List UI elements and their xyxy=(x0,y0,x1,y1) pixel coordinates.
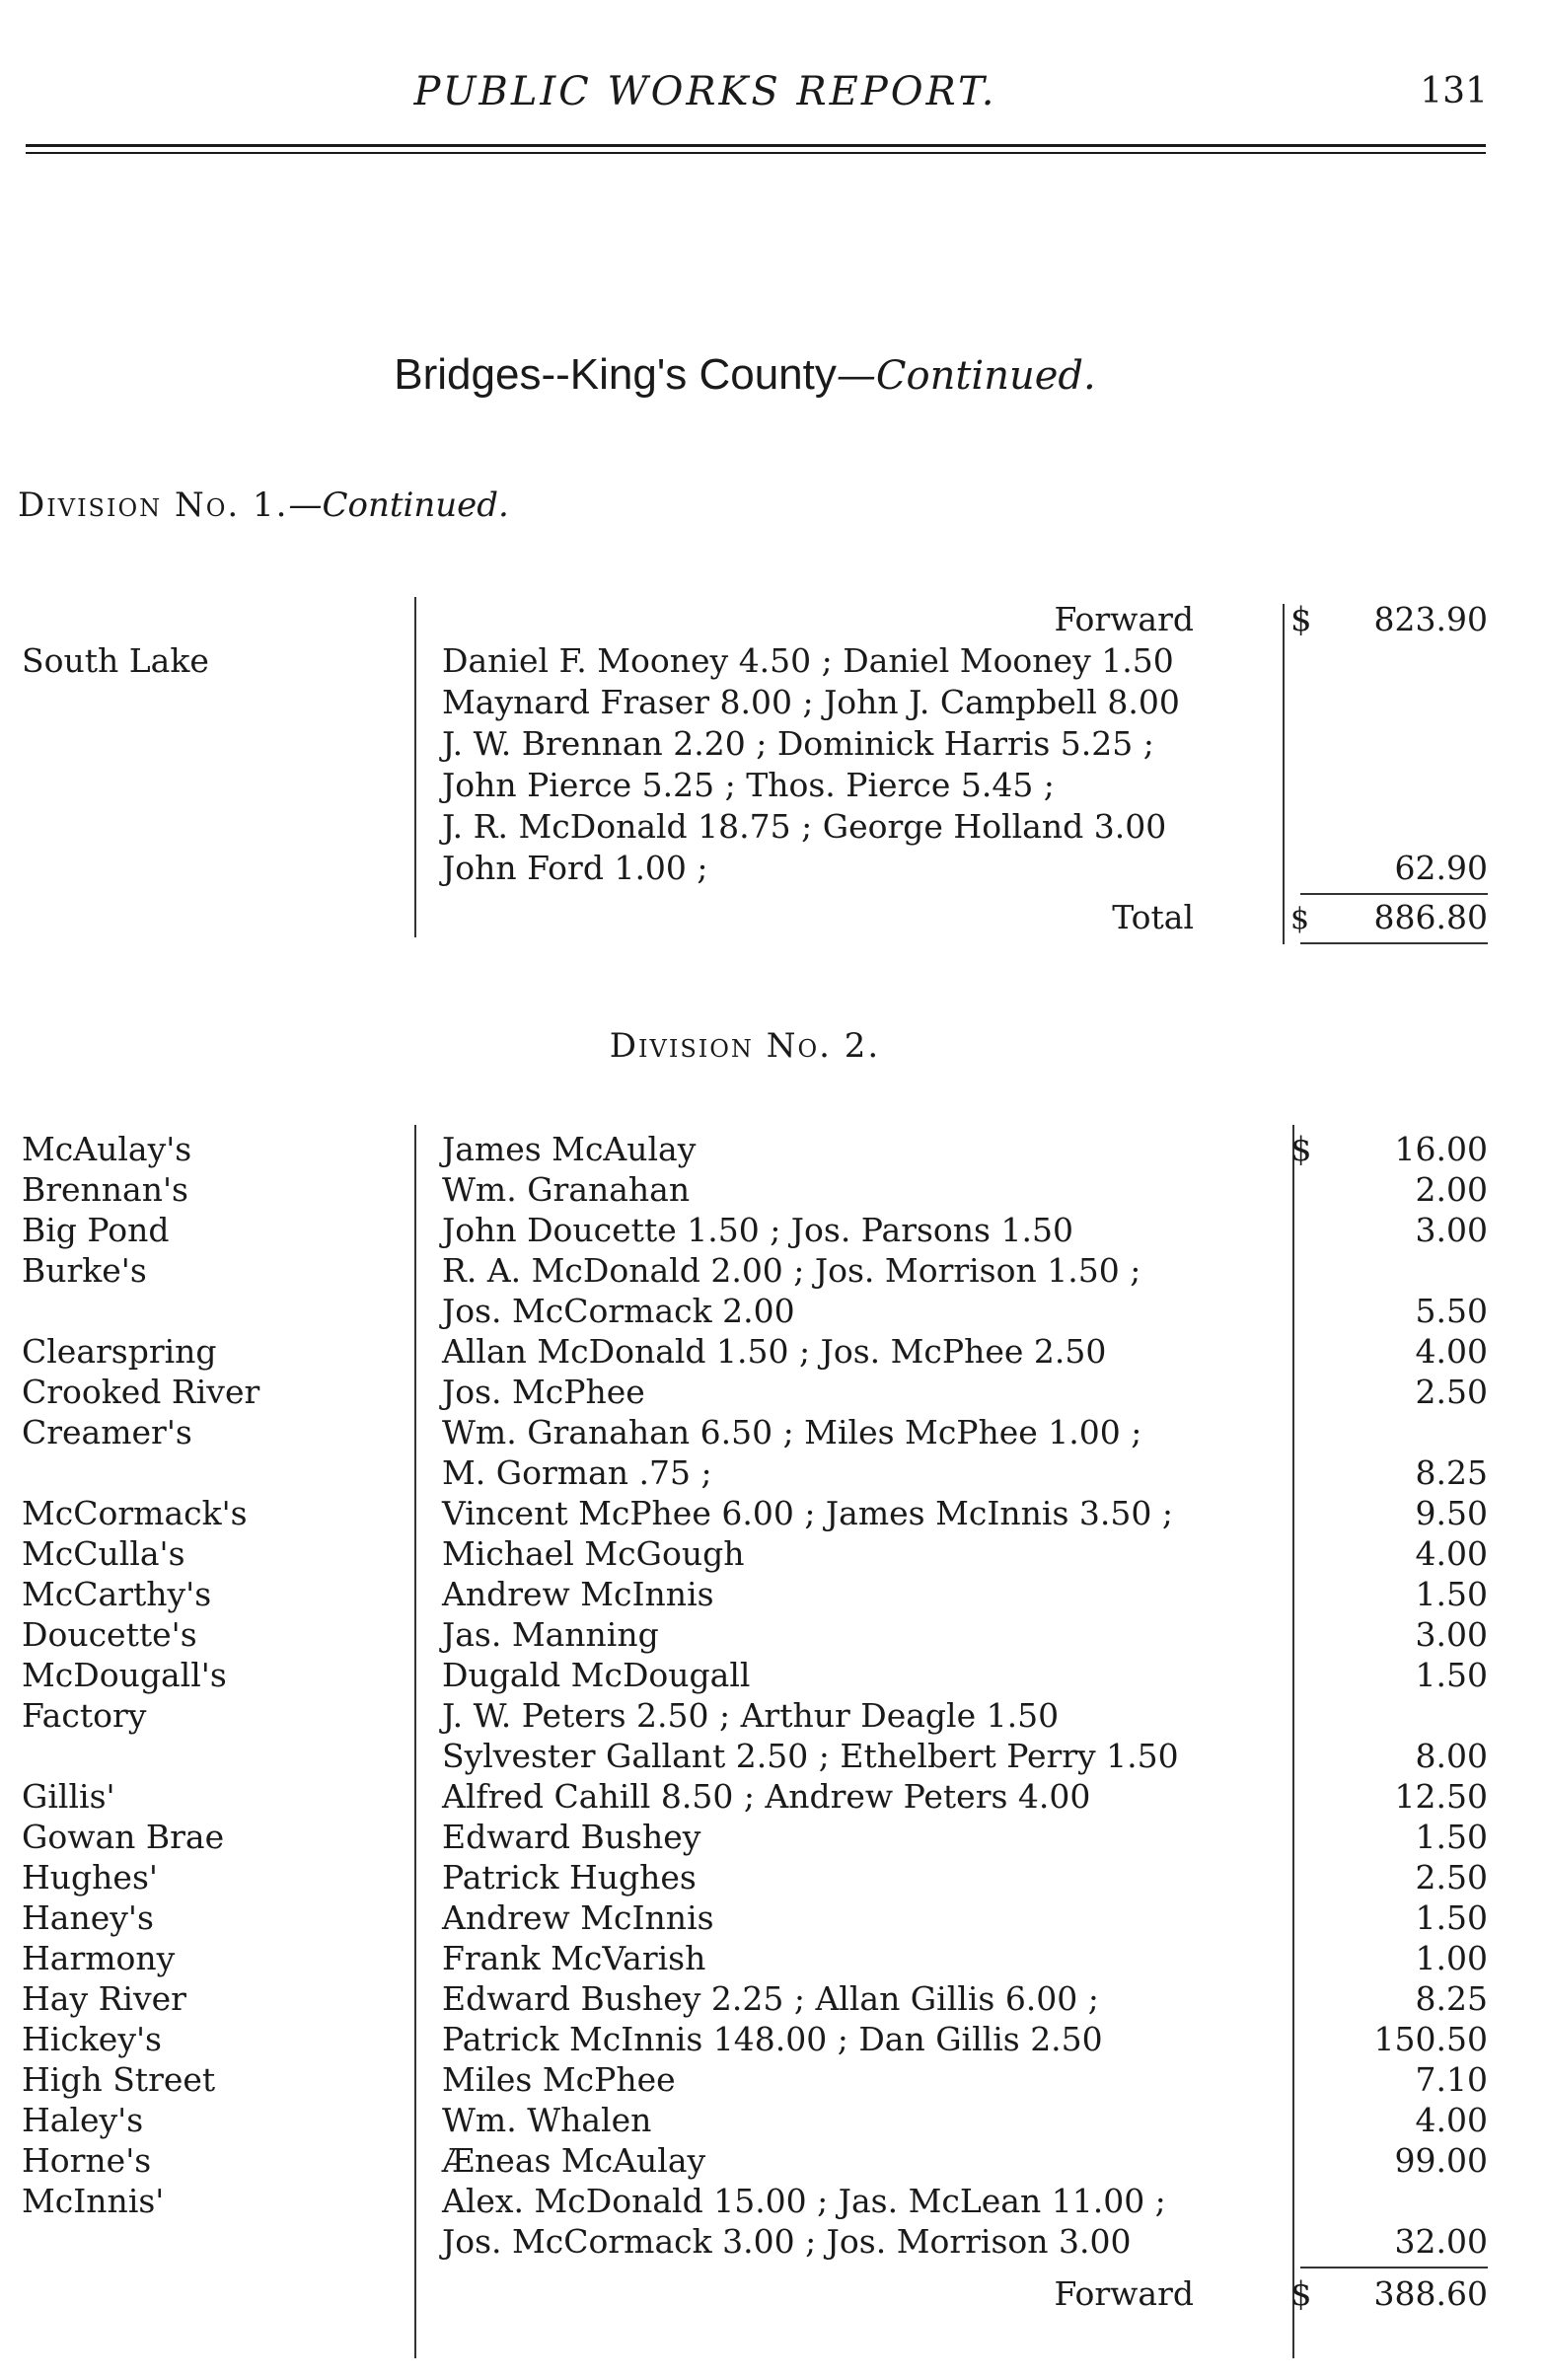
division-2-location: McCulla's xyxy=(22,1534,185,1573)
division-2-entry: Jos. McPhee xyxy=(442,1373,645,1411)
division-1-total-label: Total xyxy=(1112,898,1194,936)
division-2-entry: Allan McDonald 1.50 ; Jos. McPhee 2.50 xyxy=(442,1332,1107,1371)
division-2-entry: Michael McGough xyxy=(442,1534,745,1573)
division-2-forward-currency: $ xyxy=(1290,2274,1312,2314)
division-2-amount: 3.00 xyxy=(1415,1615,1488,1654)
division-2-location: McCormack's xyxy=(22,1494,248,1532)
division-2-location: Hughes' xyxy=(22,1858,158,1897)
division-2-amount: 5.50 xyxy=(1415,1292,1488,1330)
division-1-entry: Daniel F. Mooney 4.50 ; Daniel Mooney 1.50 xyxy=(442,641,1174,680)
division-2-amount: 8.25 xyxy=(1415,1979,1488,2018)
division-2-entry: Jas. Manning xyxy=(442,1615,659,1654)
division-2-heading: Division No. 2. xyxy=(609,1026,881,1066)
division-2-amount: 4.00 xyxy=(1415,2101,1488,2139)
division-2-location: Doucette's xyxy=(22,1615,197,1654)
division-2-amount: 1.50 xyxy=(1415,1575,1488,1613)
division-2-amount: 8.00 xyxy=(1415,1737,1488,1775)
division-2-location: Factory xyxy=(22,1696,147,1735)
division-2-location: Brennan's xyxy=(22,1170,188,1209)
division-2-entry: John Doucette 1.50 ; Jos. Parsons 1.50 xyxy=(442,1211,1073,1249)
division-1-column-rule xyxy=(414,597,416,937)
division-1-forward-amount: 823.90 xyxy=(1373,600,1488,638)
division-2-forward-label: Forward xyxy=(1054,2274,1194,2313)
running-header-title: PUBLIC WORKS REPORT. xyxy=(413,69,997,114)
page-title-continued: —Continued. xyxy=(836,353,1096,399)
header-rule-bottom xyxy=(26,152,1486,154)
division-2-amount: 99.00 xyxy=(1394,2141,1488,2180)
division-2-entry: Wm. Granahan xyxy=(442,1170,691,1209)
division-2-amount: 4.00 xyxy=(1415,1534,1488,1573)
division-2-column-rule xyxy=(414,1125,416,2358)
page-title xyxy=(0,350,1490,400)
division-2-entry: Vincent McPhee 6.00 ; James McInnis 3.50 ; xyxy=(442,1494,1173,1532)
division-2-entry: Patrick McInnis 148.00 ; Dan Gillis 2.50 xyxy=(442,2020,1103,2058)
division-2-amount: 4.00 xyxy=(1415,1332,1488,1371)
division-1-heading xyxy=(18,485,509,525)
division-2-location: High Street xyxy=(22,2060,216,2099)
division-2-entry: Andrew McInnis xyxy=(442,1575,714,1613)
division-2-amount: 8.25 xyxy=(1415,1453,1488,1492)
division-2-entry: Alfred Cahill 8.50 ; Andrew Peters 4.00 xyxy=(442,1777,1091,1816)
division-1-subtotal: 62.90 xyxy=(1394,849,1488,887)
division-2-location: Haley's xyxy=(22,2101,144,2139)
division-2-currency-sign: $ xyxy=(1290,1130,1312,1169)
division-2-entry: Patrick Hughes xyxy=(442,1858,697,1897)
division-2-entry: Jos. McCormack 3.00 ; Jos. Morrison 3.00 xyxy=(442,2222,1132,2261)
division-2-amount: 1.50 xyxy=(1415,1656,1488,1694)
division-2-amount: 1.00 xyxy=(1415,1939,1488,1977)
division-2-location: McInnis' xyxy=(22,2182,165,2220)
division-2-sum-rule xyxy=(1300,2267,1488,2268)
division-1-forward-label: Forward xyxy=(1054,600,1194,638)
division-1-location: South Lake xyxy=(22,641,209,680)
division-2-entry: M. Gorman .75 ; xyxy=(442,1453,712,1492)
division-2-amount: 150.50 xyxy=(1373,2020,1488,2058)
division-2-entry: Edward Bushey xyxy=(442,1818,701,1856)
division-2-entry: Frank McVarish xyxy=(442,1939,706,1977)
division-2-amount: 1.50 xyxy=(1415,1898,1488,1937)
division-1-entry: John Ford 1.00 ; xyxy=(442,849,708,887)
division-2-amount: 32.00 xyxy=(1394,2222,1488,2261)
division-2-location: Horne's xyxy=(22,2141,152,2180)
division-1-heading-continued: —Continued. xyxy=(288,485,509,525)
division-1-entry: J. W. Brennan 2.20 ; Dominick Harris 5.25 ; xyxy=(442,724,1154,763)
division-1-forward-currency: $ xyxy=(1290,600,1312,639)
page-title-main: Bridges--King's County xyxy=(394,350,837,399)
page-number: 131 xyxy=(1420,71,1488,112)
division-1-total-currency: $ xyxy=(1290,902,1310,936)
division-2-amount-rule xyxy=(1292,1125,1294,2358)
division-2-entry: J. W. Peters 2.50 ; Arthur Deagle 1.50 xyxy=(442,1696,1060,1735)
division-2-entry: Miles McPhee xyxy=(442,2060,676,2099)
division-2-entry: Edward Bushey 2.25 ; Allan Gillis 6.00 ; xyxy=(442,1979,1099,2018)
division-2-amount: 2.50 xyxy=(1415,1373,1488,1411)
division-1-sum-rule xyxy=(1300,893,1488,895)
division-2-amount: 16.00 xyxy=(1394,1130,1488,1168)
division-1-entry: J. R. McDonald 18.75 ; George Holland 3.00 xyxy=(442,807,1167,846)
division-2-location: McAulay's xyxy=(22,1130,192,1168)
division-2-location: Crooked River xyxy=(22,1373,260,1411)
division-2-entry: James McAulay xyxy=(442,1130,697,1168)
division-1-entry: John Pierce 5.25 ; Thos. Pierce 5.45 ; xyxy=(442,766,1055,804)
division-2-forward-amount: 388.60 xyxy=(1373,2274,1488,2313)
division-2-entry: Wm. Granahan 6.50 ; Miles McPhee 1.00 ; xyxy=(442,1413,1142,1451)
division-2-location: McDougall's xyxy=(22,1656,227,1694)
division-2-entry: Jos. McCormack 2.00 xyxy=(442,1292,795,1330)
division-2-location: Burke's xyxy=(22,1251,147,1290)
division-2-entry: Wm. Whalen xyxy=(442,2101,652,2139)
division-2-amount: 3.00 xyxy=(1415,1211,1488,1249)
division-2-amount: 12.50 xyxy=(1394,1777,1488,1816)
division-1-amount-rule xyxy=(1283,604,1285,944)
division-1-entry: Maynard Fraser 8.00 ; John J. Campbell 8.00 xyxy=(442,683,1180,721)
division-2-amount: 2.00 xyxy=(1415,1170,1488,1209)
division-2-location: Creamer's xyxy=(22,1413,192,1451)
division-2-amount: 7.10 xyxy=(1415,2060,1488,2099)
division-1-total-rule xyxy=(1300,942,1488,944)
division-2-location: Hickey's xyxy=(22,2020,162,2058)
division-2-entry: Alex. McDonald 15.00 ; Jas. McLean 11.00 ; xyxy=(442,2182,1166,2220)
division-2-location: Hay River xyxy=(22,1979,186,2018)
division-1-total-amount: 886.80 xyxy=(1373,898,1488,936)
division-2-entry: Dugald McDougall xyxy=(442,1656,751,1694)
division-2-location: Harmony xyxy=(22,1939,176,1977)
division-2-location: Gowan Brae xyxy=(22,1818,225,1856)
division-2-amount: 1.50 xyxy=(1415,1818,1488,1856)
division-2-amount: 2.50 xyxy=(1415,1858,1488,1897)
header-rule-top xyxy=(26,144,1486,147)
division-2-entry: Æneas McAulay xyxy=(442,2141,706,2180)
division-2-entry: Andrew McInnis xyxy=(442,1898,714,1937)
division-1-heading-label: Division No. 1. xyxy=(18,485,289,525)
division-2-location: Big Pond xyxy=(22,1211,170,1249)
division-2-entry: R. A. McDonald 2.00 ; Jos. Morrison 1.50 ; xyxy=(442,1251,1141,1290)
division-2-entry: Sylvester Gallant 2.50 ; Ethelbert Perry 1.50 xyxy=(442,1737,1179,1775)
division-2-location: McCarthy's xyxy=(22,1575,212,1613)
division-2-location: Clearspring xyxy=(22,1332,217,1371)
division-2-location: Gillis' xyxy=(22,1777,115,1816)
division-2-location: Haney's xyxy=(22,1898,154,1937)
division-2-amount: 9.50 xyxy=(1415,1494,1488,1532)
